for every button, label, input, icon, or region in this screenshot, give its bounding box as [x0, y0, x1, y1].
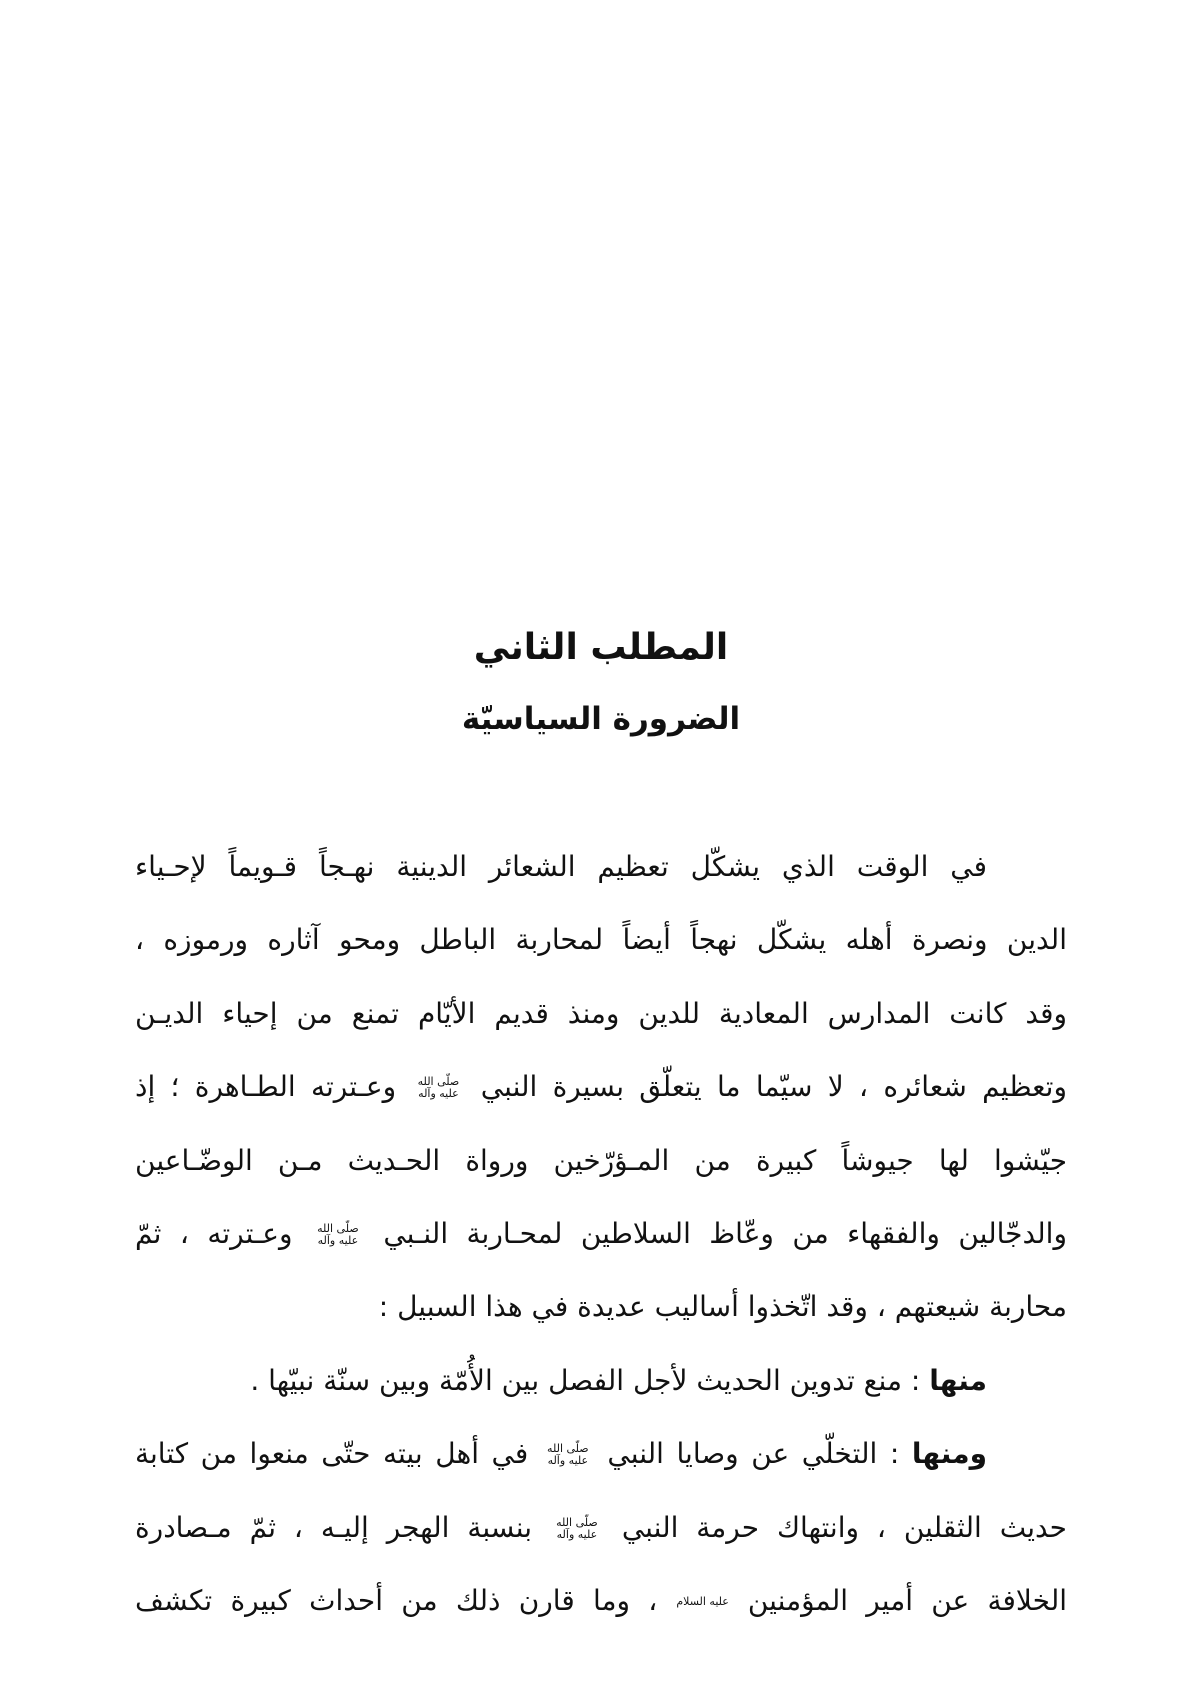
paragraph-line: [135, 1361, 1067, 1401]
paragraph-line: [135, 920, 1067, 960]
paragraph-line: [135, 994, 1067, 1034]
line-text: الدين ونصرة أهله يشكّل نهجاً أيضاً لمحاربة الباطل ومحو آثاره ورموزه ،: [135, 923, 1067, 956]
line-text: حديث الثقلين ، وانتهاك حرمة النبي: [621, 1511, 1067, 1544]
line-text: والدجّالين والفقهاء من وعّاظ السلاطين لمحـاربة النـبي: [383, 1217, 1067, 1250]
line-text: الخلافة عن أمير المؤمنين: [747, 1584, 1068, 1617]
item-label: ومنها: [911, 1437, 987, 1470]
item-label: منها: [929, 1364, 987, 1397]
paragraph-line: [135, 1434, 1067, 1474]
line-text: وقد كانت المدارس المعادية للدين ومنذ قديم الأيّام تمنع من إحياء الديـن: [135, 997, 1067, 1030]
paragraph-line: [135, 1287, 1067, 1327]
section-subheading: الضرورة السياسيّة: [461, 701, 741, 737]
line-text: بنسبة الهجر إليـه ، ثمّ مـصادرة: [135, 1511, 533, 1544]
prophet-honorific: صلّى الله عليه وآله: [317, 1222, 359, 1247]
imam-honorific: عليه السلام: [676, 1595, 729, 1608]
prophet-honorific: صلّى الله عليه وآله: [556, 1516, 598, 1541]
paragraph-line: [135, 1141, 1067, 1181]
paragraph-line: [135, 1581, 1067, 1621]
line-text: وعـترته الطـاهرة ؛ إذ: [135, 1070, 397, 1103]
line-text: : منع تدوين الحديث لأجل الفصل بين الأُمّة وبين سنّة نبيّها .: [250, 1364, 921, 1397]
section-heading: المطلب الثاني: [473, 627, 729, 668]
paragraph-line: [135, 1508, 1067, 1548]
line-text: في أهل بيته حتّى منعوا من كتابة: [135, 1437, 529, 1470]
line-text: جيّشوا لها جيوشاً كبيرة من المـؤرّخين ورواة الحـديث مـن الوضّـاعين: [135, 1144, 1067, 1177]
line-text: في الوقت الذي يشكّل تعظيم الشعائر الدينية نهـجاً قـويماً لإحـياء: [135, 850, 987, 883]
paragraph-line: [135, 1067, 1067, 1107]
line-text: ، وما قارن ذلك من أحداث كبيرة تكشف: [135, 1584, 658, 1617]
paragraph-line: [135, 1214, 1067, 1254]
line-text: : التخلّي عن وصايا النبي: [607, 1437, 900, 1470]
line-text: وعـترته ، ثمّ: [135, 1217, 293, 1250]
line-text: محاربة شيعتهم ، وقد اتّخذوا أساليب عديدة في هذا السبيل :: [378, 1290, 1067, 1323]
paragraph-line: [135, 847, 1067, 887]
prophet-honorific: صلّى الله عليه وآله: [417, 1075, 460, 1100]
prophet-honorific: صلّى الله عليه وآله: [547, 1442, 589, 1467]
line-text: وتعظيم شعائره ، لا سيّما ما يتعلّق بسيرة النبي: [480, 1070, 1068, 1103]
